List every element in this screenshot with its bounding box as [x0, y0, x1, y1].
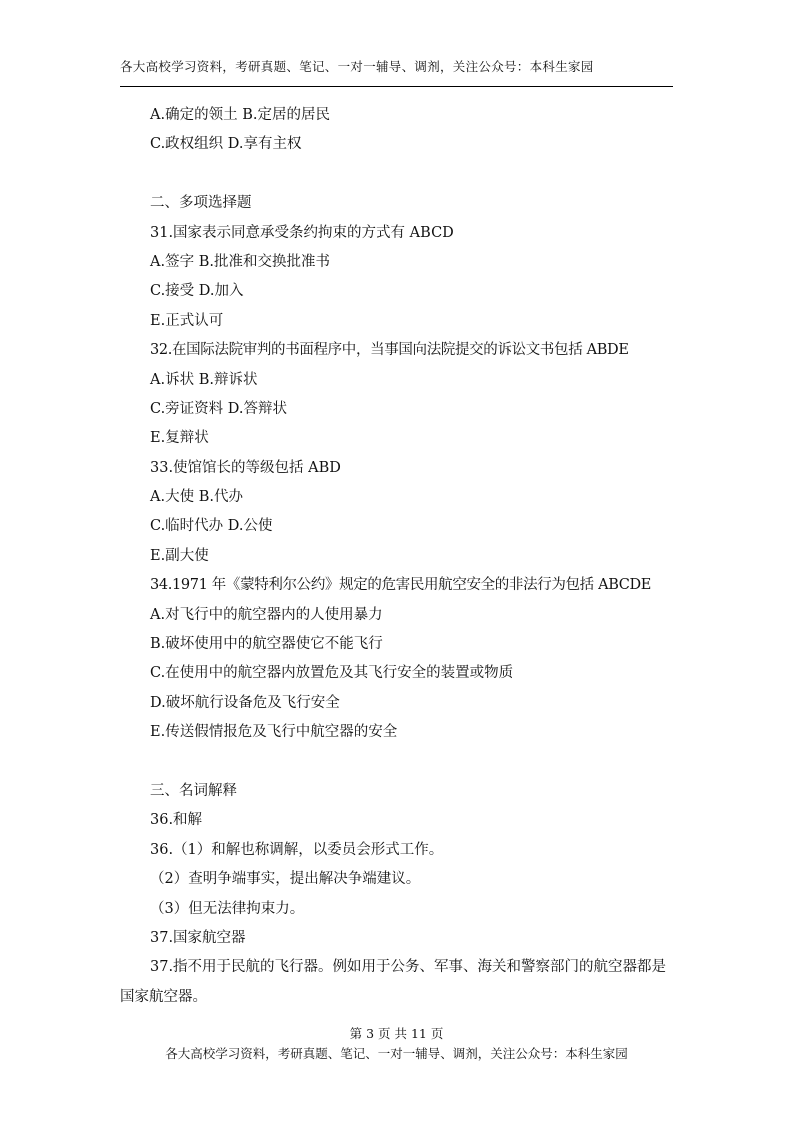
term-37: 37.国家航空器: [150, 929, 246, 946]
option-line: E.传送假情报危及飞行中航空器的安全: [150, 724, 398, 741]
option-line: A.签字 B.批准和交换批准书: [150, 253, 330, 270]
option-line: A.确定的领土 B.定居的居民: [150, 107, 330, 123]
question-31: 31.国家表示同意承受条约拘束的方式有 ABCD: [150, 224, 454, 241]
option-line: A.诉状 B.辩诉状: [150, 371, 258, 388]
question-34: 34.1971 年《蒙特利尔公约》规定的危害民用航空安全的非法行为包括 ABCDE: [150, 577, 652, 594]
section-heading-multiple-choice: 二、多项选择题: [150, 195, 252, 212]
blank-line: [150, 748, 675, 777]
page-header: 各大高校学习资料，考研真题、笔记、一对一辅导、调剂，关注公众号：本科生家园: [120, 59, 594, 74]
page-footer: 各大高校学习资料，考研真题、笔记、一对一辅导、调剂，关注公众号：本科生家园: [165, 1046, 628, 1061]
question-32: 32.在国际法院审判的书面程序中，当事国向法院提交的诉讼文书包括 ABDE: [150, 342, 629, 359]
option-line: E.复辩状: [150, 430, 209, 447]
document-body: [120, 101, 675, 1012]
answer-37-paragraph: 37.指不用于民航的飞行器。例如用于公务、军事、海关和警察部门的航空器都是国家航空器。: [120, 959, 667, 1005]
option-line: C.接受 D.加入: [150, 283, 244, 300]
blank-line: [150, 160, 675, 189]
term-36: 36.和解: [150, 812, 203, 829]
option-line: E.副大使: [150, 547, 209, 564]
option-line: B.破坏使用中的航空器使它不能飞行: [150, 636, 383, 653]
option-line: A.对飞行中的航空器内的人使用暴力: [150, 606, 383, 623]
answer-line: （2）查明争端事实，提出解决争端建议。: [150, 871, 421, 888]
answer-line: 36.（1）和解也称调解，以委员会形式工作。: [150, 841, 444, 858]
option-line: E.正式认可: [150, 312, 224, 329]
section-heading-definitions: 三、名词解释: [150, 782, 237, 799]
page-number: 第 3 页 共 11 页: [349, 1026, 444, 1041]
header-divider: [120, 86, 673, 87]
option-line: A.大使 B.代办: [150, 489, 243, 506]
option-line: C.旁证资料 D.答辩状: [150, 400, 288, 417]
question-33: 33.使馆馆长的等级包括 ABD: [150, 459, 341, 476]
option-line: C.临时代办 D.公使: [150, 518, 273, 535]
option-line: C.在使用中的航空器内放置危及其飞行安全的装置或物质: [150, 665, 514, 682]
option-line: C.政权组织 D.享有主权: [150, 136, 302, 153]
option-line: D.破坏航行设备危及飞行安全: [150, 694, 340, 711]
answer-line: （3）但无法律拘束力。: [150, 900, 305, 917]
